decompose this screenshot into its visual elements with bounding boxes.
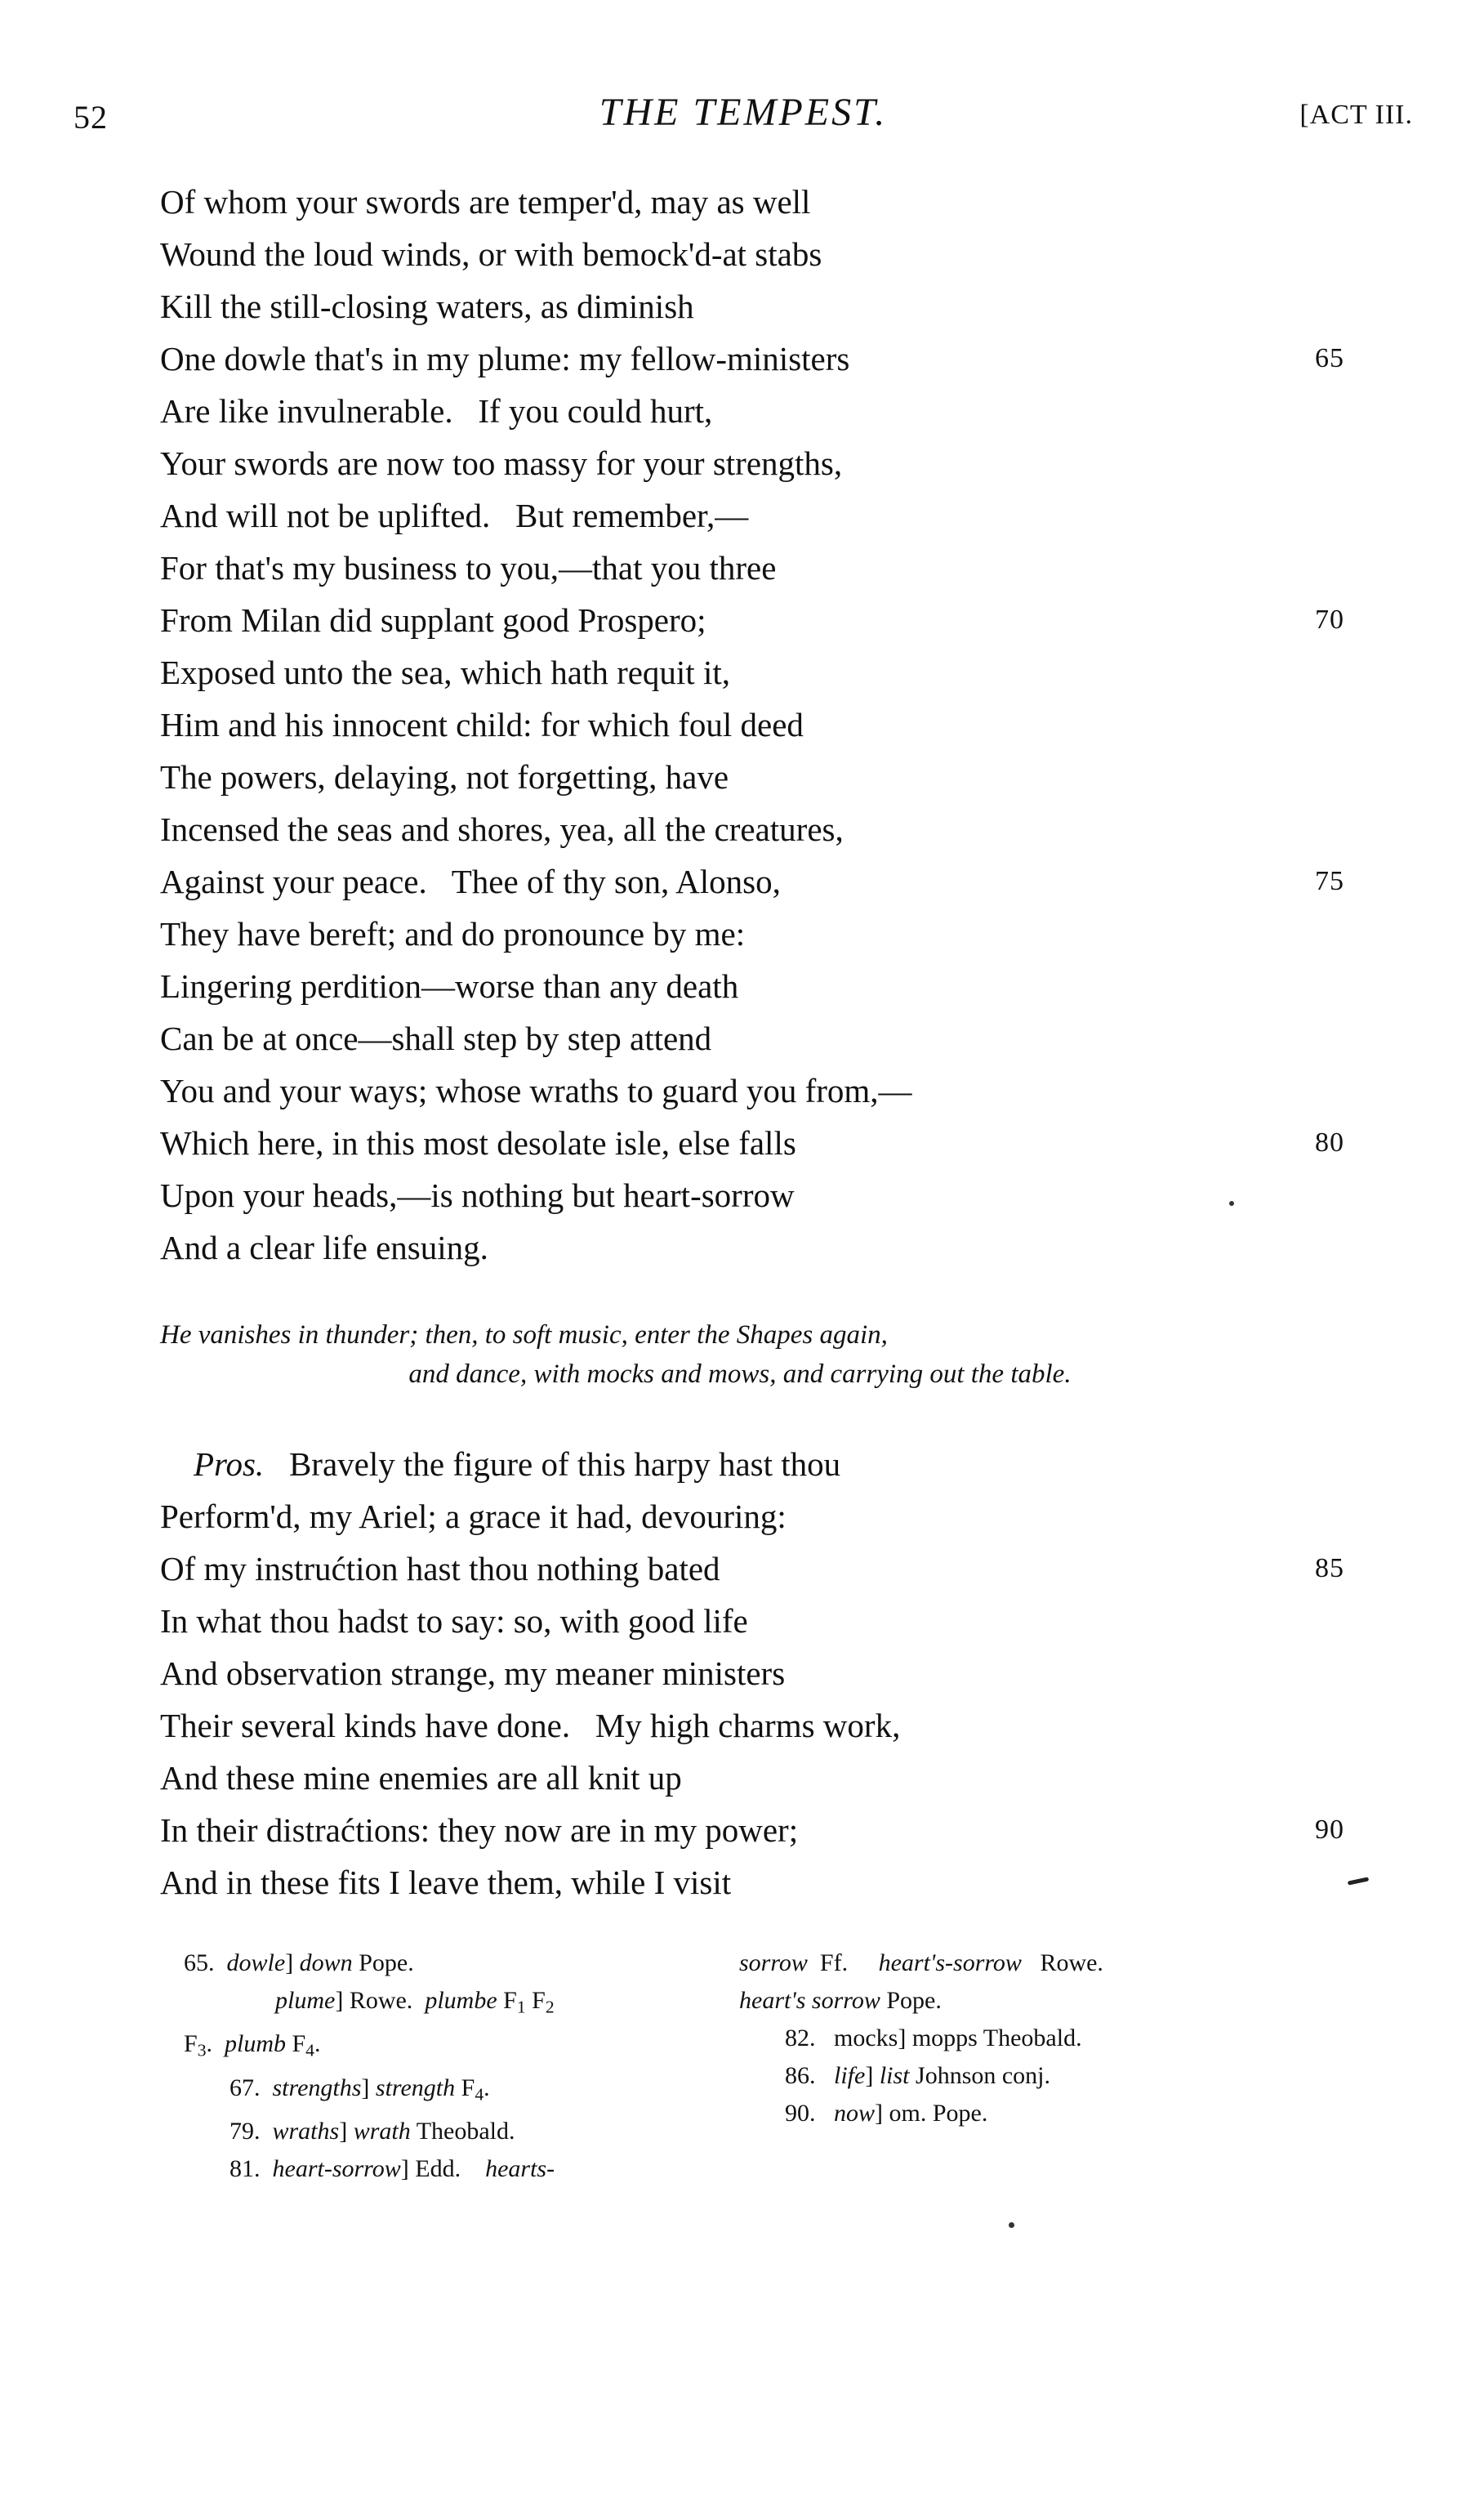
verse-line-text: And will not be uplifted. But remember,— [160,497,749,534]
verse-line [160,699,1344,751]
line-number: 70 [1315,605,1344,635]
verse-line [160,1438,1344,1490]
line-number: 80 [1315,1127,1344,1158]
verse-line-text: You and your ways; whose wraths to guard you from,— [160,1072,912,1109]
textual-note: 86. life] list Johnson conj. [785,2062,1051,2089]
verse-line [160,228,1344,280]
verse-line [160,594,1344,646]
textual-note: 67. strengths] strength $F_4$. [230,2074,490,2105]
verse-line [160,176,1344,228]
verse-line [160,855,1344,908]
verse-line [160,333,1344,385]
verse-line [160,1752,1344,1804]
verse-line [160,542,1344,594]
verse-line-text: And observation strange, my meaner ministers [160,1654,786,1692]
verse-line [160,1221,1344,1274]
verse-line [160,1490,1344,1542]
verse-line [160,437,1344,489]
verse-line-text: For that's my business to you,—that you three [160,549,777,587]
verse-line-text: Wound the loud winds, or with bemock'd-at stabs [160,235,822,273]
line-number: 65 [1315,343,1344,373]
verse-line [160,960,1344,1012]
verse-line-text: Of my instrućtion hast thou nothing bated [160,1550,720,1587]
textual-note: heart's sorrow Pope. [739,1987,942,2014]
verse-line [160,646,1344,699]
textual-notes-column-right [739,1944,1262,2132]
verse-line-text: Perform'd, my Ariel; a grace it had, devouring: [160,1498,787,1535]
verse-line-text: From Milan did supplant good Prospero; [160,601,706,639]
textual-note: plume] Rowe. plumbe $F_1$ $F_2$ [275,1987,555,2017]
verse-line [160,1542,1344,1595]
running-head [74,90,1413,139]
verse-line-text: Lingering perdition—worse than any death [160,967,739,1005]
verse-line-text: Kill the still-closing waters, as diminish [160,288,694,325]
verse-line [160,751,1344,803]
textual-note: 81. heart-sorrow] Edd. hearts- [230,2155,555,2183]
verse-line-text: And a clear life ensuing. [160,1229,488,1266]
verse-line-text: Of whom your swords are temper'd, may as well [160,183,811,221]
verse-line [160,489,1344,542]
page-number: 52 [74,99,108,136]
verse-line-text: Which here, in this most desolate isle, else falls [160,1124,796,1162]
verse-line-text: Your swords are now too massy for your strengths, [160,444,843,482]
verse-line-text: Are like invulnerable. If you could hurt, [160,392,713,430]
textual-note: 90. now] om. Pope. [785,2100,988,2127]
verse-block-ariel [160,176,1344,1274]
stage-direction-line-1: He vanishes in thunder; then, to soft music, enter the Shapes again, [160,1320,888,1350]
verse-line-text: In what thou hadst to say: so, with good life [160,1602,748,1640]
verse-line-text: Incensed the seas and shores, yea, all the creatures, [160,810,844,848]
line-number: 75 [1315,866,1344,896]
verse-line [160,1647,1344,1699]
verse-line-text: Their several kinds have done. My high charms work, [160,1707,901,1744]
textual-note: sorrow Ff. heart's-sorrow Rowe. [739,1949,1103,1976]
textual-note: 65. dowle] down Pope. [184,1949,414,1976]
verse-line [160,385,1344,437]
verse-line-text: The powers, delaying, not forgetting, have [160,758,729,796]
verse-line-text: Against your peace. Thee of thy son, Alonso, [160,863,781,900]
verse-line [160,1012,1344,1065]
verse-line [160,1169,1344,1221]
ink-mark [1348,1877,1369,1885]
verse-line [160,1699,1344,1752]
verse-line-text: Can be at once—shall step by step attend [160,1020,712,1057]
act-marker: [ACT III. [1299,100,1413,130]
verse-line-text: And these mine enemies are all knit up [160,1759,682,1797]
textual-note: $F_3$. plumb $F_4$. [184,2030,321,2060]
verse-line-text: Him and his innocent child: for which foul deed [160,706,804,743]
verse-line-text: In their distraćtions: they now are in my power; [160,1811,799,1849]
stage-direction-line-2: and dance, with mocks and mows, and carrying out the table. [408,1359,1072,1389]
verse-line-text: And in these fits I leave them, while I visit [160,1864,732,1901]
textual-notes-column-left [184,1944,706,2188]
line-number: 90 [1315,1815,1344,1845]
stage-direction [160,1315,1320,1394]
page-title: THE TEMPEST. [599,91,888,134]
verse-line-text: They have bereft; and do pronounce by me: [160,915,746,953]
verse-line [160,1595,1344,1647]
verse-line-text: Exposed unto the sea, which hath requit it, [160,654,730,691]
verse-line [160,1804,1344,1856]
verse-line [160,1856,1344,1908]
ink-speck [1229,1201,1234,1206]
ink-speck [1009,2222,1014,2228]
speech-prefix: Pros. [160,1445,265,1483]
verse-block-prospero [160,1438,1344,1908]
verse-line [160,280,1344,333]
verse-line-text: Upon your heads,—is nothing but heart-sorrow [160,1176,795,1214]
verse-line [160,908,1344,960]
textual-note: 79. wraths] wrath Theobald. [230,2118,515,2145]
verse-line-text: One dowle that's in my plume: my fellow-ministers [160,340,850,377]
textual-note: 82. mocks] mopps Theobald. [785,2025,1082,2051]
verse-line [160,1117,1344,1169]
verse-line [160,803,1344,855]
verse-line-text: Bravely the figure of this harpy hast thou [264,1445,841,1483]
line-number: 85 [1315,1553,1344,1583]
verse-line [160,1065,1344,1117]
